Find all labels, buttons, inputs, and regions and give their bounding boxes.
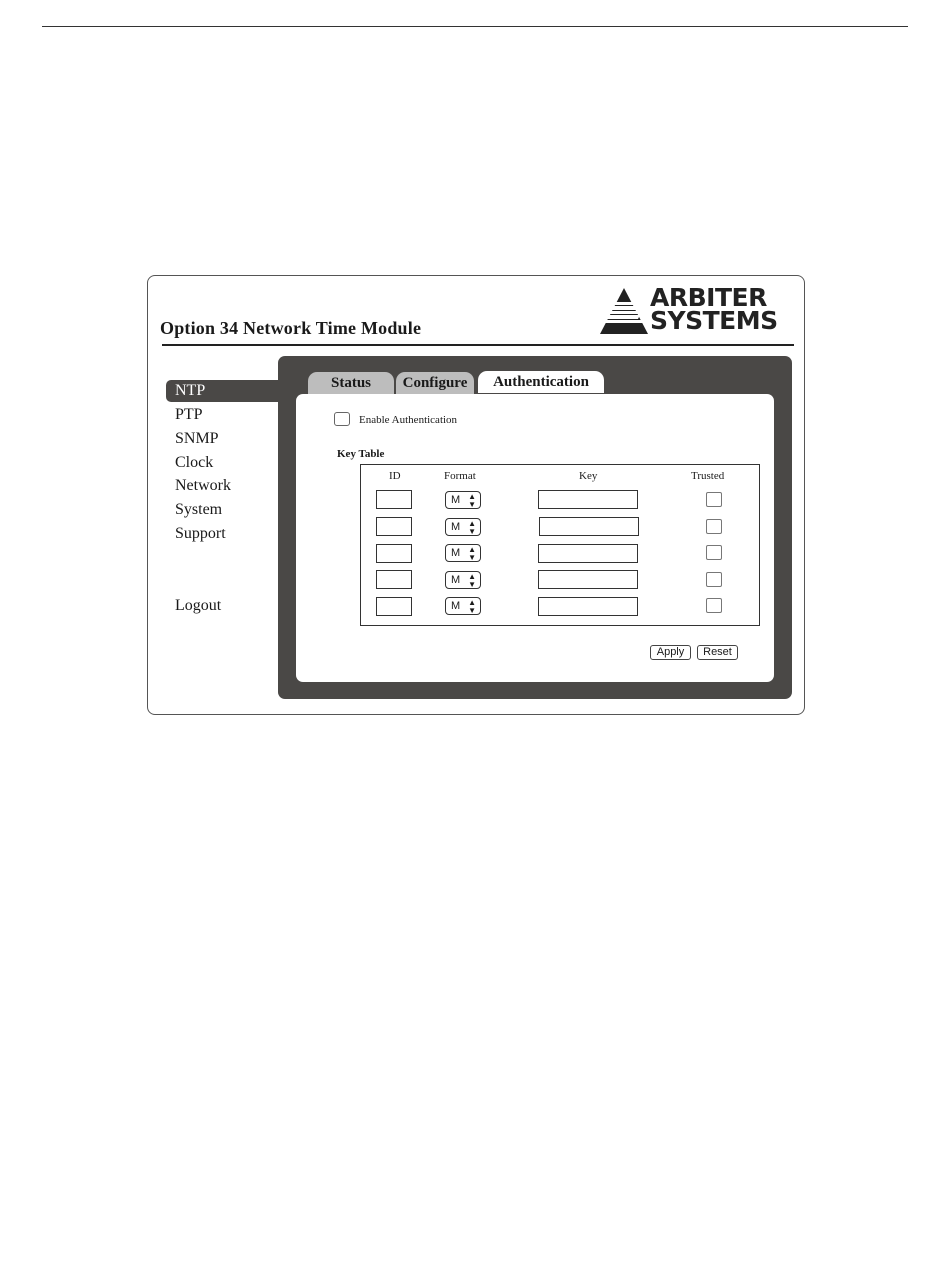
id-input[interactable] bbox=[376, 597, 412, 616]
tab-configure[interactable]: Configure bbox=[396, 372, 474, 394]
format-value: M bbox=[451, 547, 461, 559]
key-input[interactable] bbox=[538, 544, 638, 563]
main-panel bbox=[278, 356, 792, 699]
updown-arrows-icon: ▲ ▼ bbox=[468, 519, 476, 536]
arbiter-logo bbox=[598, 283, 788, 338]
format-value: M bbox=[451, 521, 461, 533]
logo-wordmark bbox=[650, 283, 778, 335]
format-value: M bbox=[451, 600, 461, 612]
sidebar-item-support[interactable]: Support bbox=[175, 525, 226, 542]
id-input[interactable] bbox=[376, 490, 412, 509]
trusted-checkbox[interactable] bbox=[706, 598, 722, 613]
column-header-format: Format bbox=[444, 470, 476, 482]
key-input[interactable] bbox=[538, 570, 638, 589]
updown-arrows-icon: ▲ ▼ bbox=[468, 598, 476, 615]
key-input[interactable] bbox=[539, 517, 639, 536]
column-header-trusted: Trusted bbox=[691, 470, 725, 482]
trusted-checkbox[interactable] bbox=[706, 519, 722, 534]
updown-arrows-icon: ▲ ▼ bbox=[468, 492, 476, 509]
logo-line-2: SYSTEMS bbox=[650, 306, 778, 335]
logo-mark-icon bbox=[598, 286, 650, 336]
reset-button[interactable]: Reset bbox=[697, 645, 738, 660]
format-select[interactable] bbox=[445, 518, 481, 536]
module-title: Option 34 Network Time Module bbox=[160, 318, 422, 338]
key-table bbox=[360, 464, 760, 626]
key-input[interactable] bbox=[538, 490, 638, 509]
sidebar-item-clock[interactable]: Clock bbox=[175, 454, 214, 471]
updown-arrows-icon: ▲ ▼ bbox=[468, 545, 476, 562]
tab-status[interactable]: Status bbox=[308, 372, 394, 394]
format-select[interactable] bbox=[445, 544, 481, 562]
column-header-key: Key bbox=[579, 470, 598, 482]
format-select[interactable] bbox=[445, 571, 481, 589]
format-select[interactable] bbox=[445, 491, 481, 509]
format-value: M bbox=[451, 494, 461, 506]
enable-authentication-checkbox[interactable] bbox=[334, 412, 350, 426]
sidebar-item-network[interactable]: Network bbox=[175, 477, 231, 494]
id-input[interactable] bbox=[376, 570, 412, 589]
format-select[interactable] bbox=[445, 597, 481, 615]
title-divider bbox=[162, 344, 794, 346]
updown-arrows-icon: ▲ ▼ bbox=[468, 572, 476, 589]
id-input[interactable] bbox=[376, 517, 412, 536]
tab-authentication[interactable]: Authentication bbox=[478, 371, 604, 393]
sidebar-item-logout[interactable]: Logout bbox=[175, 597, 222, 614]
sidebar-item-ntp[interactable]: NTP bbox=[166, 380, 286, 402]
trusted-checkbox[interactable] bbox=[706, 492, 722, 507]
column-header-id: ID bbox=[389, 470, 401, 482]
format-value: M bbox=[451, 574, 461, 586]
apply-button[interactable]: Apply bbox=[650, 645, 691, 660]
id-input[interactable] bbox=[376, 544, 412, 563]
key-input[interactable] bbox=[538, 597, 638, 616]
enable-authentication-label: Enable Authentication bbox=[359, 414, 458, 426]
key-table-title: Key Table bbox=[337, 448, 385, 460]
web-interface-frame bbox=[147, 275, 805, 715]
authentication-content bbox=[296, 394, 774, 682]
sidebar-item-ptp[interactable]: PTP bbox=[175, 406, 203, 423]
logo-line-1: ARBITER bbox=[650, 283, 767, 312]
sidebar-item-system[interactable]: System bbox=[175, 501, 223, 518]
trusted-checkbox[interactable] bbox=[706, 572, 722, 587]
page-top-rule bbox=[42, 26, 908, 27]
sidebar-item-snmp[interactable]: SNMP bbox=[175, 430, 219, 447]
trusted-checkbox[interactable] bbox=[706, 545, 722, 560]
